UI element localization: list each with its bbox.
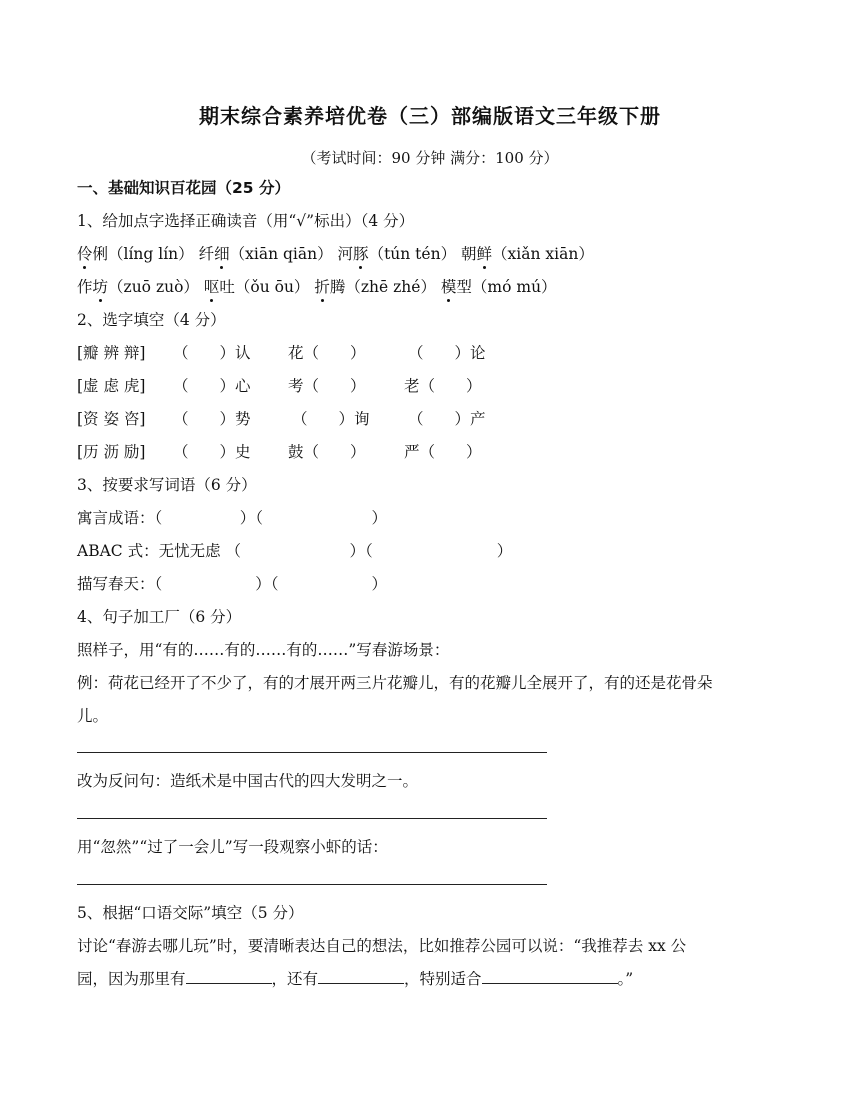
fill-blank: 考（ ）	[288, 377, 366, 395]
fill-blank: （ ）心	[173, 377, 251, 395]
fill-blank: （ ）势	[173, 410, 251, 428]
char-options: [历 沥 励]	[77, 443, 146, 461]
example-sentence-end: 儿。	[77, 707, 109, 725]
question-1-heading: 1、给加点字选择正确读音（用“√”标出）（4 分）	[77, 212, 415, 230]
page-title: 期末综合素养培优卷（三）部编版语文三年级下册	[199, 104, 661, 128]
instruction-text: 改为反问句：造纸术是中国古代的四大发明之一。	[77, 772, 419, 790]
fill-blank: 严（ ）	[404, 443, 482, 461]
section-heading: 一、基础知识百花园（25 分）	[77, 179, 290, 197]
fill-blank: 老（ ）	[404, 377, 482, 395]
spring-words-line: 描写春天：（ ）（ ）	[77, 575, 388, 593]
pinyin-item: 折腾（zhē zhé）	[314, 278, 436, 296]
pinyin-item: 朝鲜（xiǎn xiān）	[461, 245, 594, 263]
char-options: [瓣 辨 辩]	[77, 344, 146, 362]
char-options: [资 姿 咨]	[77, 410, 146, 428]
answer-line	[77, 752, 547, 753]
instruction-text: 用“忽然”“过了一会儿”写一段观察小虾的话：	[77, 838, 388, 856]
fill-blank: （ ）史	[173, 443, 251, 461]
char-options: [虚 虑 虎]	[77, 377, 146, 395]
instruction-text: 照样子，用“有的……有的……有的……”写春游场景：	[77, 641, 450, 659]
fill-blank: （ ）产	[408, 410, 486, 428]
fill-underline	[482, 969, 618, 984]
fill-blank: （ ）询	[292, 410, 370, 428]
fill-blank: 花（ ）	[288, 344, 366, 362]
question-5-heading: 5、根据“口语交际”填空（5 分）	[77, 904, 304, 922]
pinyin-item: 河豚（tún tén）	[337, 245, 457, 263]
answer-line	[77, 818, 547, 819]
example-sentence: 例：荷花已经开了不少了，有的才展开两三片花瓣儿，有的花瓣儿全展开了，有的还是花骨朵	[77, 674, 713, 692]
answer-line	[77, 884, 547, 885]
pinyin-item: 模型（mó mú）	[440, 278, 557, 296]
fill-underline	[318, 969, 404, 984]
fill-underline	[186, 969, 272, 984]
pinyin-item: 伶俐（líng lín）	[77, 245, 194, 263]
oral-text: 讨论“春游去哪儿玩”时，要清晰表达自己的想法，比如推荐公园可以说：“我推荐去 xx 公	[77, 937, 687, 955]
question-4-heading: 4、句子加工厂（6 分）	[77, 608, 242, 626]
exam-info: （考试时间：90 分钟 满分：100 分）	[301, 149, 559, 167]
idiom-line: 寓言成语：（ ）（ ）	[77, 509, 388, 527]
pinyin-row-1	[77, 244, 594, 264]
oral-text-blanks: 园，因为那里有 ，还有 ，特别适合 。”	[77, 970, 634, 988]
fill-blank: 鼓（ ）	[288, 443, 366, 461]
fill-blank: （ ）认	[173, 344, 251, 362]
question-3-heading: 3、按要求写词语（6 分）	[77, 476, 257, 494]
fill-blank: （ ）论	[408, 344, 486, 362]
pinyin-item: 作坊（zuō zuò）	[77, 278, 199, 296]
pinyin-item: 呕吐（ǒu ōu）	[203, 278, 310, 296]
abac-line: ABAC 式：无忧无虑 （ ）（ ）	[77, 542, 513, 560]
pinyin-item: 纤细（xiān qiān）	[198, 245, 333, 263]
pinyin-row-2	[77, 277, 557, 297]
question-2-heading: 2、选字填空（4 分）	[77, 311, 226, 329]
